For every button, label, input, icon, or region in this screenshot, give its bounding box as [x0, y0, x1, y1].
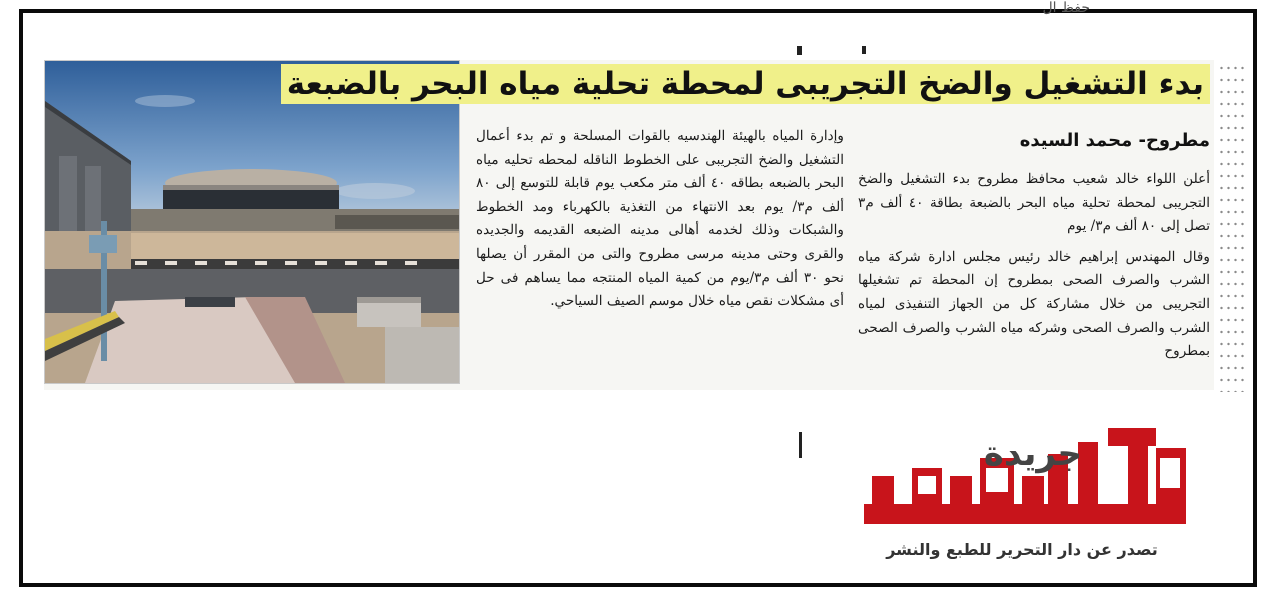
headline-text: بدء التشغيل والضخ التجريبى لمحطة تحلية مياه البحر بالضبعة: [281, 64, 1210, 104]
cropped-top-text: حفظ ال: [1042, 0, 1090, 16]
paragraph-1: أعلن اللواء خالد شعيب محافظ مطروح بدء التشغيل والضخ التجريبى لمحطة تحلية مياه البحر بالضبعة بطاقة ٤٠ ألف م٣ تصل إلى ٨٠ ألف م٣/ يوم: [858, 171, 1210, 235]
article-byline: مطروح- محمد السيده: [1019, 130, 1210, 151]
dotted-border: [1218, 62, 1244, 392]
logo-tagline: تصدر عن دار التحرير للطبع والنشر: [886, 540, 1158, 559]
paragraph-3: وإدارة المياه بالهيئة الهندسيه بالقوات المسلحة و تم بدء أعمال التشغيل والضخ التجريبى على الخطوط الناقله لمحطه تحليه مياه البحر بالضبعه بطاقه ٤٠ ألف متر مكعب يوم قابلة للتوسع إلى ٨٠ ألف م٣/ يوم بعد الانتهاء من التغذية بالكهرباء ومد الخطوط والشبكات وذلك لخدمه أهالى مدينه الضبعه القديمه والجديده والقرى وحتى مدينه مرسى مطروح والتى من المقرر أن يصلها نحو ٣٠ ألف م٣/يوم من كمية المياه المنتجه مما يساهم فى حل أى مشكلات نقص مياه خلال موسم الصيف السياحي.: [476, 128, 844, 310]
paragraph-2: وقال المهندس إبراهيم خالد رئيس مجلس ادارة شركة مياه الشرب والصرف الصحى بمطروح إن المحطة تم تشغيلها التجريبى من خلال مشاركة كل من الجهاز التنفيذى لمياه الشرب والصرف الصحى وشركه مياه الشرب والصرف الصحى بمطروح: [858, 248, 1210, 360]
article-column-middle: [476, 125, 844, 314]
article-column-right: [858, 168, 1210, 364]
logo-word: جريدة: [983, 434, 1083, 474]
article-headline: [286, 58, 1210, 110]
